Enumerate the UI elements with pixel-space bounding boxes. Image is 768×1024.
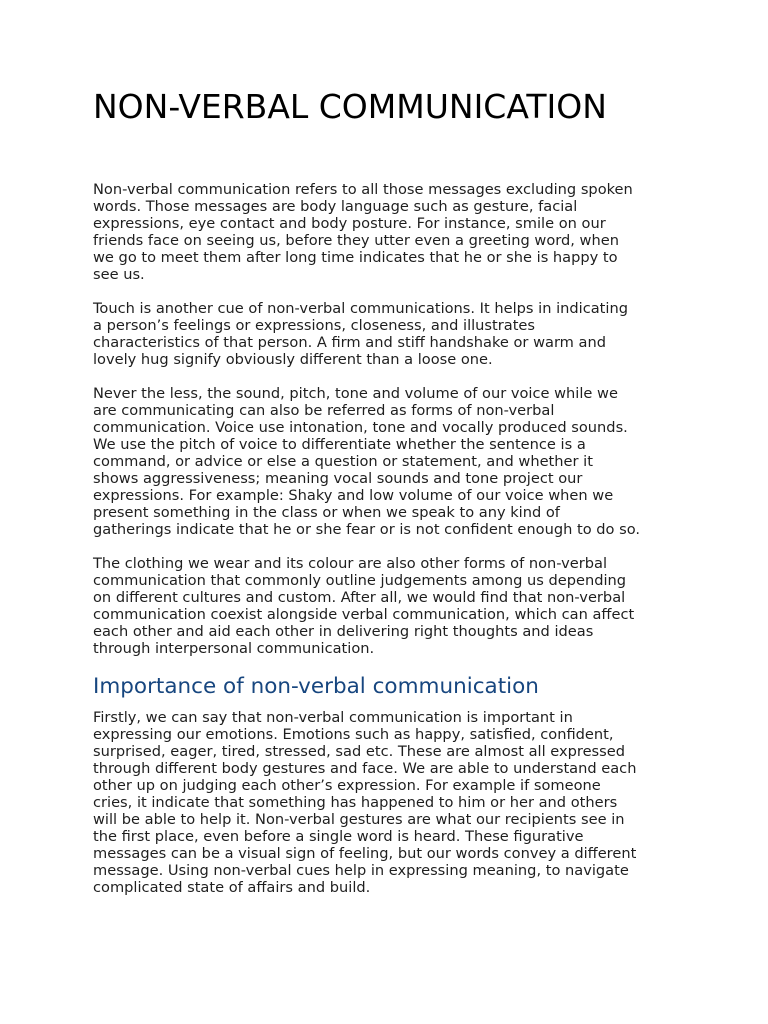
paragraph-importance	[93, 709, 693, 896]
text-line: communication. Voice use intonation, tone and vocally produced sounds.	[93, 419, 628, 436]
text-line: each other and aid each other in delivering right thoughts and ideas	[93, 623, 594, 640]
text-line: cries, it indicate that something has happened to him or her and others	[93, 794, 618, 811]
text-line: a person’s feelings or expressions, closeness, and illustrates	[93, 317, 535, 334]
paragraph-voice	[93, 385, 693, 538]
text-line: We use the pitch of voice to differentiate whether the sentence is a	[93, 436, 586, 453]
text-line: through interpersonal communication.	[93, 640, 375, 657]
text-line: expressions, eye contact and body posture. For instance, smile on our	[93, 215, 606, 232]
text-line: characteristics of that person. A firm and stiff handshake or warm and	[93, 334, 606, 351]
text-line: present something in the class or when we speak to any kind of	[93, 504, 560, 521]
text-line: see us.	[93, 266, 145, 283]
text-line: messages can be a visual sign of feeling, but our words convey a different	[93, 845, 637, 862]
text-line: lovely hug signify obviously different than a loose one.	[93, 351, 493, 368]
text-line: we go to meet them after long time indicates that he or she is happy to	[93, 249, 618, 266]
paragraph-touch	[93, 300, 693, 368]
text-line: expressing our emotions. Emotions such as happy, satisfied, confident,	[93, 726, 614, 743]
text-line: words. Those messages are body language such as gesture, facial	[93, 198, 578, 215]
text-line: Non-verbal communication refers to all those messages excluding spoken	[93, 181, 633, 198]
text-line: Never the less, the sound, pitch, tone and volume of our voice while we	[93, 385, 618, 402]
text-line: command, or advice or else a question or statement, and whether it	[93, 453, 593, 470]
text-line: Firstly, we can say that non-verbal communication is important in	[93, 709, 573, 726]
text-line: message. Using non-verbal cues help in expressing meaning, to navigate	[93, 862, 629, 879]
text-line: surprised, eager, tired, stressed, sad etc. These are almost all expressed	[93, 743, 626, 760]
text-line: shows aggressiveness; meaning vocal sounds and tone project our	[93, 470, 583, 487]
text-line: are communicating can also be referred as forms of non-verbal	[93, 402, 555, 419]
text-line: will be able to help it. Non-verbal gestures are what our recipients see in	[93, 811, 625, 828]
paragraph-definition	[93, 181, 693, 283]
section-heading: Importance of non-verbal communication	[93, 674, 539, 699]
text-line: friends face on seeing us, before they utter even a greeting word, when	[93, 232, 619, 249]
text-line: through different body gestures and face. We are able to understand each	[93, 760, 637, 777]
paragraph-clothing	[93, 555, 693, 657]
document-title: NON-VERBAL COMMUNICATION	[93, 87, 607, 126]
text-line: Touch is another cue of non-verbal communications. It helps in indicating	[93, 300, 628, 317]
text-line: other up on judging each other’s expression. For example if someone	[93, 777, 601, 794]
text-line: The clothing we wear and its colour are also other forms of non-verbal	[93, 555, 608, 572]
text-line: gatherings indicate that he or she fear or is not confident enough to do so.	[93, 521, 641, 538]
text-line: the first place, even before a single word is heard. These figurative	[93, 828, 584, 845]
text-line: communication coexist alongside verbal communication, which can affect	[93, 606, 635, 623]
text-line: on different cultures and custom. After all, we would find that non-verbal	[93, 589, 626, 606]
text-line: expressions. For example: Shaky and low volume of our voice when we	[93, 487, 614, 504]
text-line: complicated state of affairs and build.	[93, 879, 371, 896]
text-line: communication that commonly outline judgements among us depending	[93, 572, 627, 589]
